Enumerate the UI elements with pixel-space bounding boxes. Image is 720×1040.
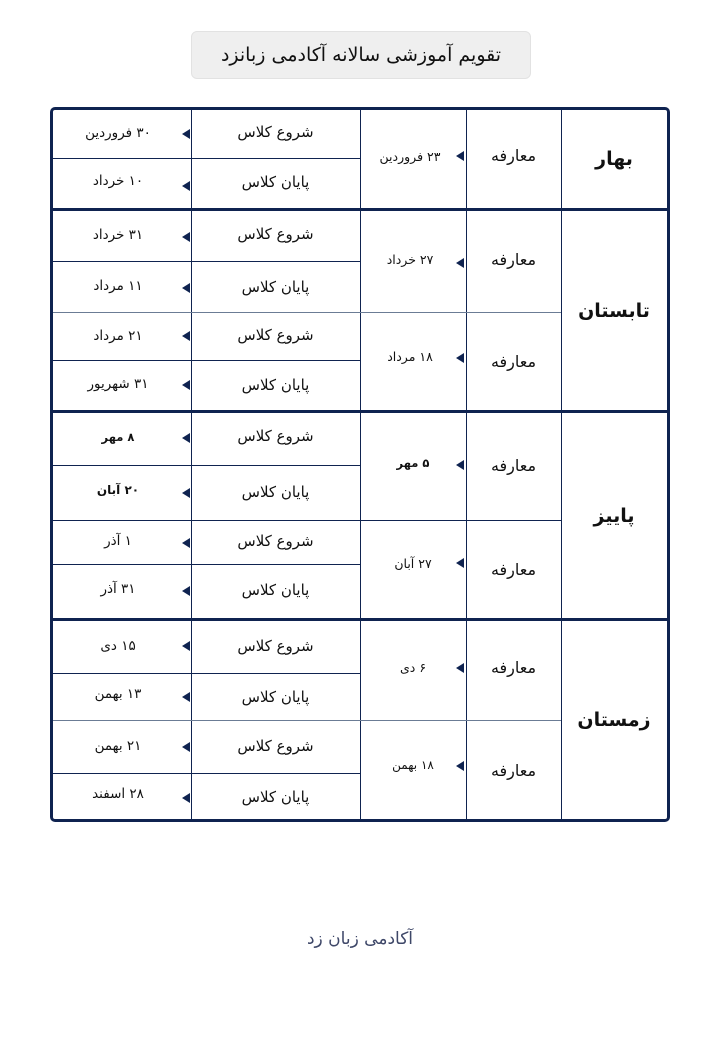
arrow-left-icon (456, 663, 464, 673)
class-start-date: ۳۱ خرداد (92, 227, 144, 243)
class-end-label: پایان کلاس (241, 787, 310, 806)
arrow-left-icon (456, 558, 464, 568)
season-winter: زمستان (577, 709, 651, 731)
class-end-label: پایان کلاس (241, 688, 310, 706)
class-end-date: ۱۳ بهمن (94, 686, 142, 702)
arrow-left-icon (456, 151, 464, 161)
arrow-left-icon (182, 586, 190, 596)
arrow-left-icon (456, 353, 464, 363)
intro-label: معارفه (490, 250, 537, 269)
arrow-left-icon (182, 129, 190, 139)
intro-date: ۲۷ خرداد (386, 252, 434, 267)
arrow-left-icon (456, 761, 464, 771)
class-end-date: ۱۰ خرداد (92, 173, 144, 189)
class-end-date: ۳۱ آذر (100, 581, 136, 597)
arrow-left-icon (182, 283, 190, 293)
class-start-label: شروع کلاس (237, 122, 314, 141)
arrow-left-icon (182, 433, 190, 443)
arrow-left-icon (182, 331, 190, 341)
class-end-label: پایان کلاس (241, 173, 310, 191)
page-title: تقویم آموزشی سالانه آکادمی زبانزد (191, 31, 531, 79)
season-spring: بهار (595, 148, 633, 170)
arrow-left-icon (182, 641, 190, 651)
intro-label: معارفه (490, 455, 537, 475)
arrow-left-icon (182, 538, 190, 548)
class-end-date: ۱۱ مرداد (93, 278, 143, 294)
intro-label: معارفه (490, 145, 537, 165)
intro-label: معارفه (490, 657, 537, 677)
arrow-left-icon (182, 181, 190, 191)
class-end-label: پایان کلاس (241, 278, 310, 296)
intro-date: ۲۷ آبان (394, 555, 432, 571)
season-summer: تابستان (578, 299, 650, 322)
season-autumn: پاییز (593, 504, 635, 527)
class-start-label: شروع کلاس (237, 637, 314, 655)
class-start-label: شروع کلاس (237, 427, 314, 445)
intro-label: معارفه (490, 352, 537, 371)
class-start-label: شروع کلاس (237, 326, 314, 344)
intro-label: معارفه (490, 560, 537, 579)
arrow-left-icon (182, 742, 190, 752)
intro-date: ۲۳ فروردین (379, 148, 441, 164)
academy-logo: آکادمی زبان زد (306, 929, 414, 949)
arrow-left-icon (456, 258, 464, 268)
intro-label: معارفه (490, 760, 537, 780)
class-end-label: پایان کلاس (241, 483, 310, 501)
class-start-date: ۸ مهر (101, 430, 135, 444)
class-end-date: ۲۸ اسفند (92, 786, 144, 802)
class-end-label: پایان کلاس (241, 376, 310, 394)
class-start-label: شروع کلاس (237, 225, 314, 243)
arrow-left-icon (182, 793, 190, 803)
class-start-date: ۳۰ فروردین (85, 125, 151, 141)
arrow-left-icon (182, 232, 190, 242)
intro-date: ۱۸ بهمن (392, 758, 434, 772)
class-start-date: ۱۵ دی (100, 638, 136, 654)
arrow-left-icon (182, 488, 190, 498)
class-start-date: ۱ آذر (104, 533, 132, 549)
class-end-date: ۳۱ شهریور (87, 376, 149, 392)
class-start-date: ۲۱ بهمن (94, 738, 142, 754)
intro-date: ۶ دی (399, 659, 427, 675)
class-start-label: شروع کلاس (237, 737, 314, 755)
class-end-date: ۲۰ آبان (96, 483, 140, 497)
arrow-left-icon (182, 380, 190, 390)
calendar-table (50, 107, 670, 822)
class-end-label: پایان کلاس (241, 581, 310, 599)
class-start-label: شروع کلاس (237, 532, 314, 550)
arrow-left-icon (182, 692, 190, 702)
intro-date: ۱۸ مرداد (387, 348, 433, 364)
arrow-left-icon (456, 460, 464, 470)
intro-date: ۵ مهر (396, 456, 430, 470)
class-start-date: ۲۱ مرداد (93, 328, 143, 344)
